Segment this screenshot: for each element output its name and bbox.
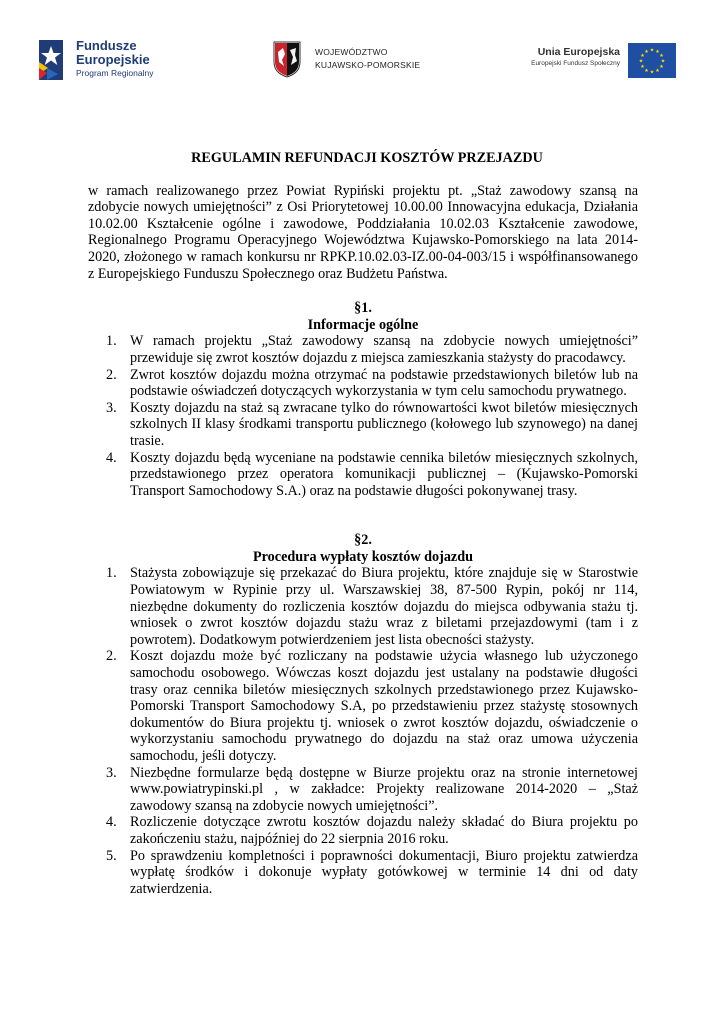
svg-text:★: ★ bbox=[660, 58, 666, 65]
fundusze-europejskie-text bbox=[76, 39, 153, 80]
list-item bbox=[106, 333, 638, 366]
list-item-text: Zwrot kosztów dojazdu można otrzymać na podstawie przedstawionych biletów lub na podstawie oświadczeń dotyczących wykorzystania w tym celu samochodu prywatnego. bbox=[130, 366, 638, 400]
section-2-number: §2. bbox=[354, 532, 372, 549]
kp-line1: WOJEWÓDZTWO bbox=[315, 47, 388, 57]
section-1-list bbox=[88, 333, 638, 499]
svg-text:★: ★ bbox=[655, 49, 660, 55]
list-item-number: 4. bbox=[106, 449, 117, 466]
svg-text:★: ★ bbox=[659, 64, 664, 70]
list-item-text: Koszt dojazdu może być rozliczany na podstawie użycia własnego lub użyczonego samochodu osobowego. Wówczas koszt dojazdu jest ustalany na podstawie długości trasy oraz cennika biletów miesięcznych szkolnych przedstawionego przez Kujawsko-Pomorski Transport Samochodowy S.A, po przedstawieniu przez stażystę stosownych dokumentów do Biura projektu tj. wniosek o zwrot kosztów dojazdu, oświadczenie o wykorzystaniu samochodu prywatnego do dojazdu na staż oraz umowa użyczenia samochodu, jeśli dotyczy. bbox=[130, 648, 638, 764]
list-item-number: 5. bbox=[106, 847, 117, 864]
list-item-text: Koszty dojazdu będą wyceniane na podstawie cennika biletów miesięcznych szkolnych, przedstawionego przez operatora komunikacji publicznej – (Kujawsko-Pomorski Transport Samochodowy S.A.) oraz na podstawie długości pokonywanej trasy. bbox=[130, 449, 638, 499]
document-title: REGULAMIN REFUNDACJI KOSZTÓW PRZEJAZDU bbox=[191, 150, 543, 166]
list-item-number: 1. bbox=[106, 565, 117, 582]
fe-line1: Fundusze bbox=[76, 38, 137, 53]
list-item-number: 2. bbox=[106, 366, 117, 383]
list-item-number: 4. bbox=[106, 814, 117, 831]
section-1-number: §1. bbox=[354, 300, 372, 317]
svg-text:★: ★ bbox=[655, 68, 660, 74]
list-item-number: 1. bbox=[106, 333, 117, 350]
list-item-text: W ramach projektu „Staż zawodowy szansą na zdobycie nowych umiejętności” przewiduje się zwrot kosztów dojazdu z miejsca zamieszkania stażysty do pracodawcy. bbox=[130, 333, 638, 366]
list-item bbox=[106, 847, 638, 898]
fe-line3: Program Regionalny bbox=[76, 68, 154, 78]
section-1-heading: Informacje ogólne bbox=[307, 316, 419, 333]
fe-line2: Europejskie bbox=[76, 52, 150, 67]
unia-europejska-text bbox=[510, 45, 620, 69]
section-2-heading: Procedura wypłaty kosztów dojazdu bbox=[252, 548, 474, 565]
svg-text:★: ★ bbox=[640, 64, 645, 70]
coat-of-arms-icon bbox=[272, 40, 302, 78]
list-item-number: 3. bbox=[106, 399, 117, 416]
kujawsko-pomorskie-logo bbox=[272, 40, 452, 80]
list-item-text: Po sprawdzeniu kompletności i poprawności dokumentacji, Biuro projektu zatwierdza wypłatę środków i dokonuje wypłaty gotówkowej w terminie 14 dni od daty zatwierdzenia. bbox=[130, 847, 638, 897]
kujawsko-pomorskie-text bbox=[315, 46, 420, 72]
list-item bbox=[106, 764, 638, 815]
svg-text:★: ★ bbox=[640, 53, 645, 59]
ue-line1: Unia Europejska bbox=[537, 46, 620, 58]
kp-line2: KUJAWSKO-POMORSKIE bbox=[315, 60, 421, 70]
document-body bbox=[88, 150, 638, 897]
ue-line2: Europejski Fundusz Społeczny bbox=[531, 60, 620, 67]
list-item-text: Koszty dojazdu na staż są zwracane tylko do równowartości kwot biletów miesięcznych szkolnych II klasy środkami transportu publicznego (kołowego lub szynowego) na danej trasie. bbox=[130, 399, 638, 449]
svg-text:★: ★ bbox=[644, 49, 649, 55]
svg-text:★: ★ bbox=[659, 53, 664, 59]
list-item-number: 2. bbox=[106, 648, 117, 665]
eu-flag-icon bbox=[628, 43, 676, 78]
list-item bbox=[106, 814, 638, 847]
svg-text:★: ★ bbox=[644, 68, 649, 74]
list-item bbox=[106, 366, 638, 400]
unia-europejska-logo bbox=[510, 43, 690, 83]
list-item bbox=[106, 565, 638, 648]
list-item-text: Stażysta zobowiązuje się przekazać do Biura projektu, które znajduje się w Starostwie Powiatowym w Rypinie przy ul. Warszawskiej 38, 87-500 Rypin, pokój nr 114, niezbędne dokumenty do rozliczenia kosztów dojazdu do miejsca odbywania stażu tj. wniosek o zwrot kosztów dojazdu stażu wraz z biletami przejazdowymi (tam i z powrotem). Dodatkowym potwierdzeniem jest lista obecności stażysty. bbox=[130, 565, 638, 648]
list-item bbox=[106, 399, 638, 450]
list-item-text: Niezbędne formularze będą dostępne w Biurze projektu oraz na stronie internetowej www.powiatrypinski.pl , w zakładce: Projekty realizowane 2014-2020 – „Staż zawodowy szansą na zdobycie nowych umiejętności”. bbox=[130, 764, 638, 814]
list-item bbox=[106, 648, 638, 764]
header-logos bbox=[0, 30, 725, 90]
fundusze-europejskie-logo bbox=[36, 36, 186, 86]
list-item-number: 3. bbox=[106, 764, 117, 781]
list-item-text: Rozliczenie dotyczące zwrotu kosztów dojazdu należy składać do Biura projektu po zakończeniu stażu, najpóźniej do 22 sierpnia 2016 roku. bbox=[130, 814, 638, 847]
funds-star-icon bbox=[36, 38, 66, 82]
list-item bbox=[106, 449, 638, 500]
section-2-list bbox=[88, 565, 638, 897]
svg-text:★: ★ bbox=[649, 69, 655, 76]
intro-paragraph: w ramach realizowanego przez Powiat Rypiński projektu pt. „Staż zawodowy szansą na zdobycie nowych umiejętności” z Osi Priorytetowej 10.00.00 Innowacyjna edukacja, Działania 10.02.00 Kształcenie ogólne i zawodowe, Poddziałania 10.02.03 Kształcenie zawodowe, Regionalnego Programu Operacyjnego Województwa Kujawsko-Pomorskiego na lata 2014-2020, złożonego w ramach konkursu nr RPKP.10.02.03-IZ.00-04-003/15 i współfinansowanego z Europejskiego Funduszu Społecznego oraz Budżetu Państwa. bbox=[88, 182, 638, 282]
svg-text:★: ★ bbox=[638, 58, 644, 65]
svg-text:★: ★ bbox=[649, 47, 655, 54]
